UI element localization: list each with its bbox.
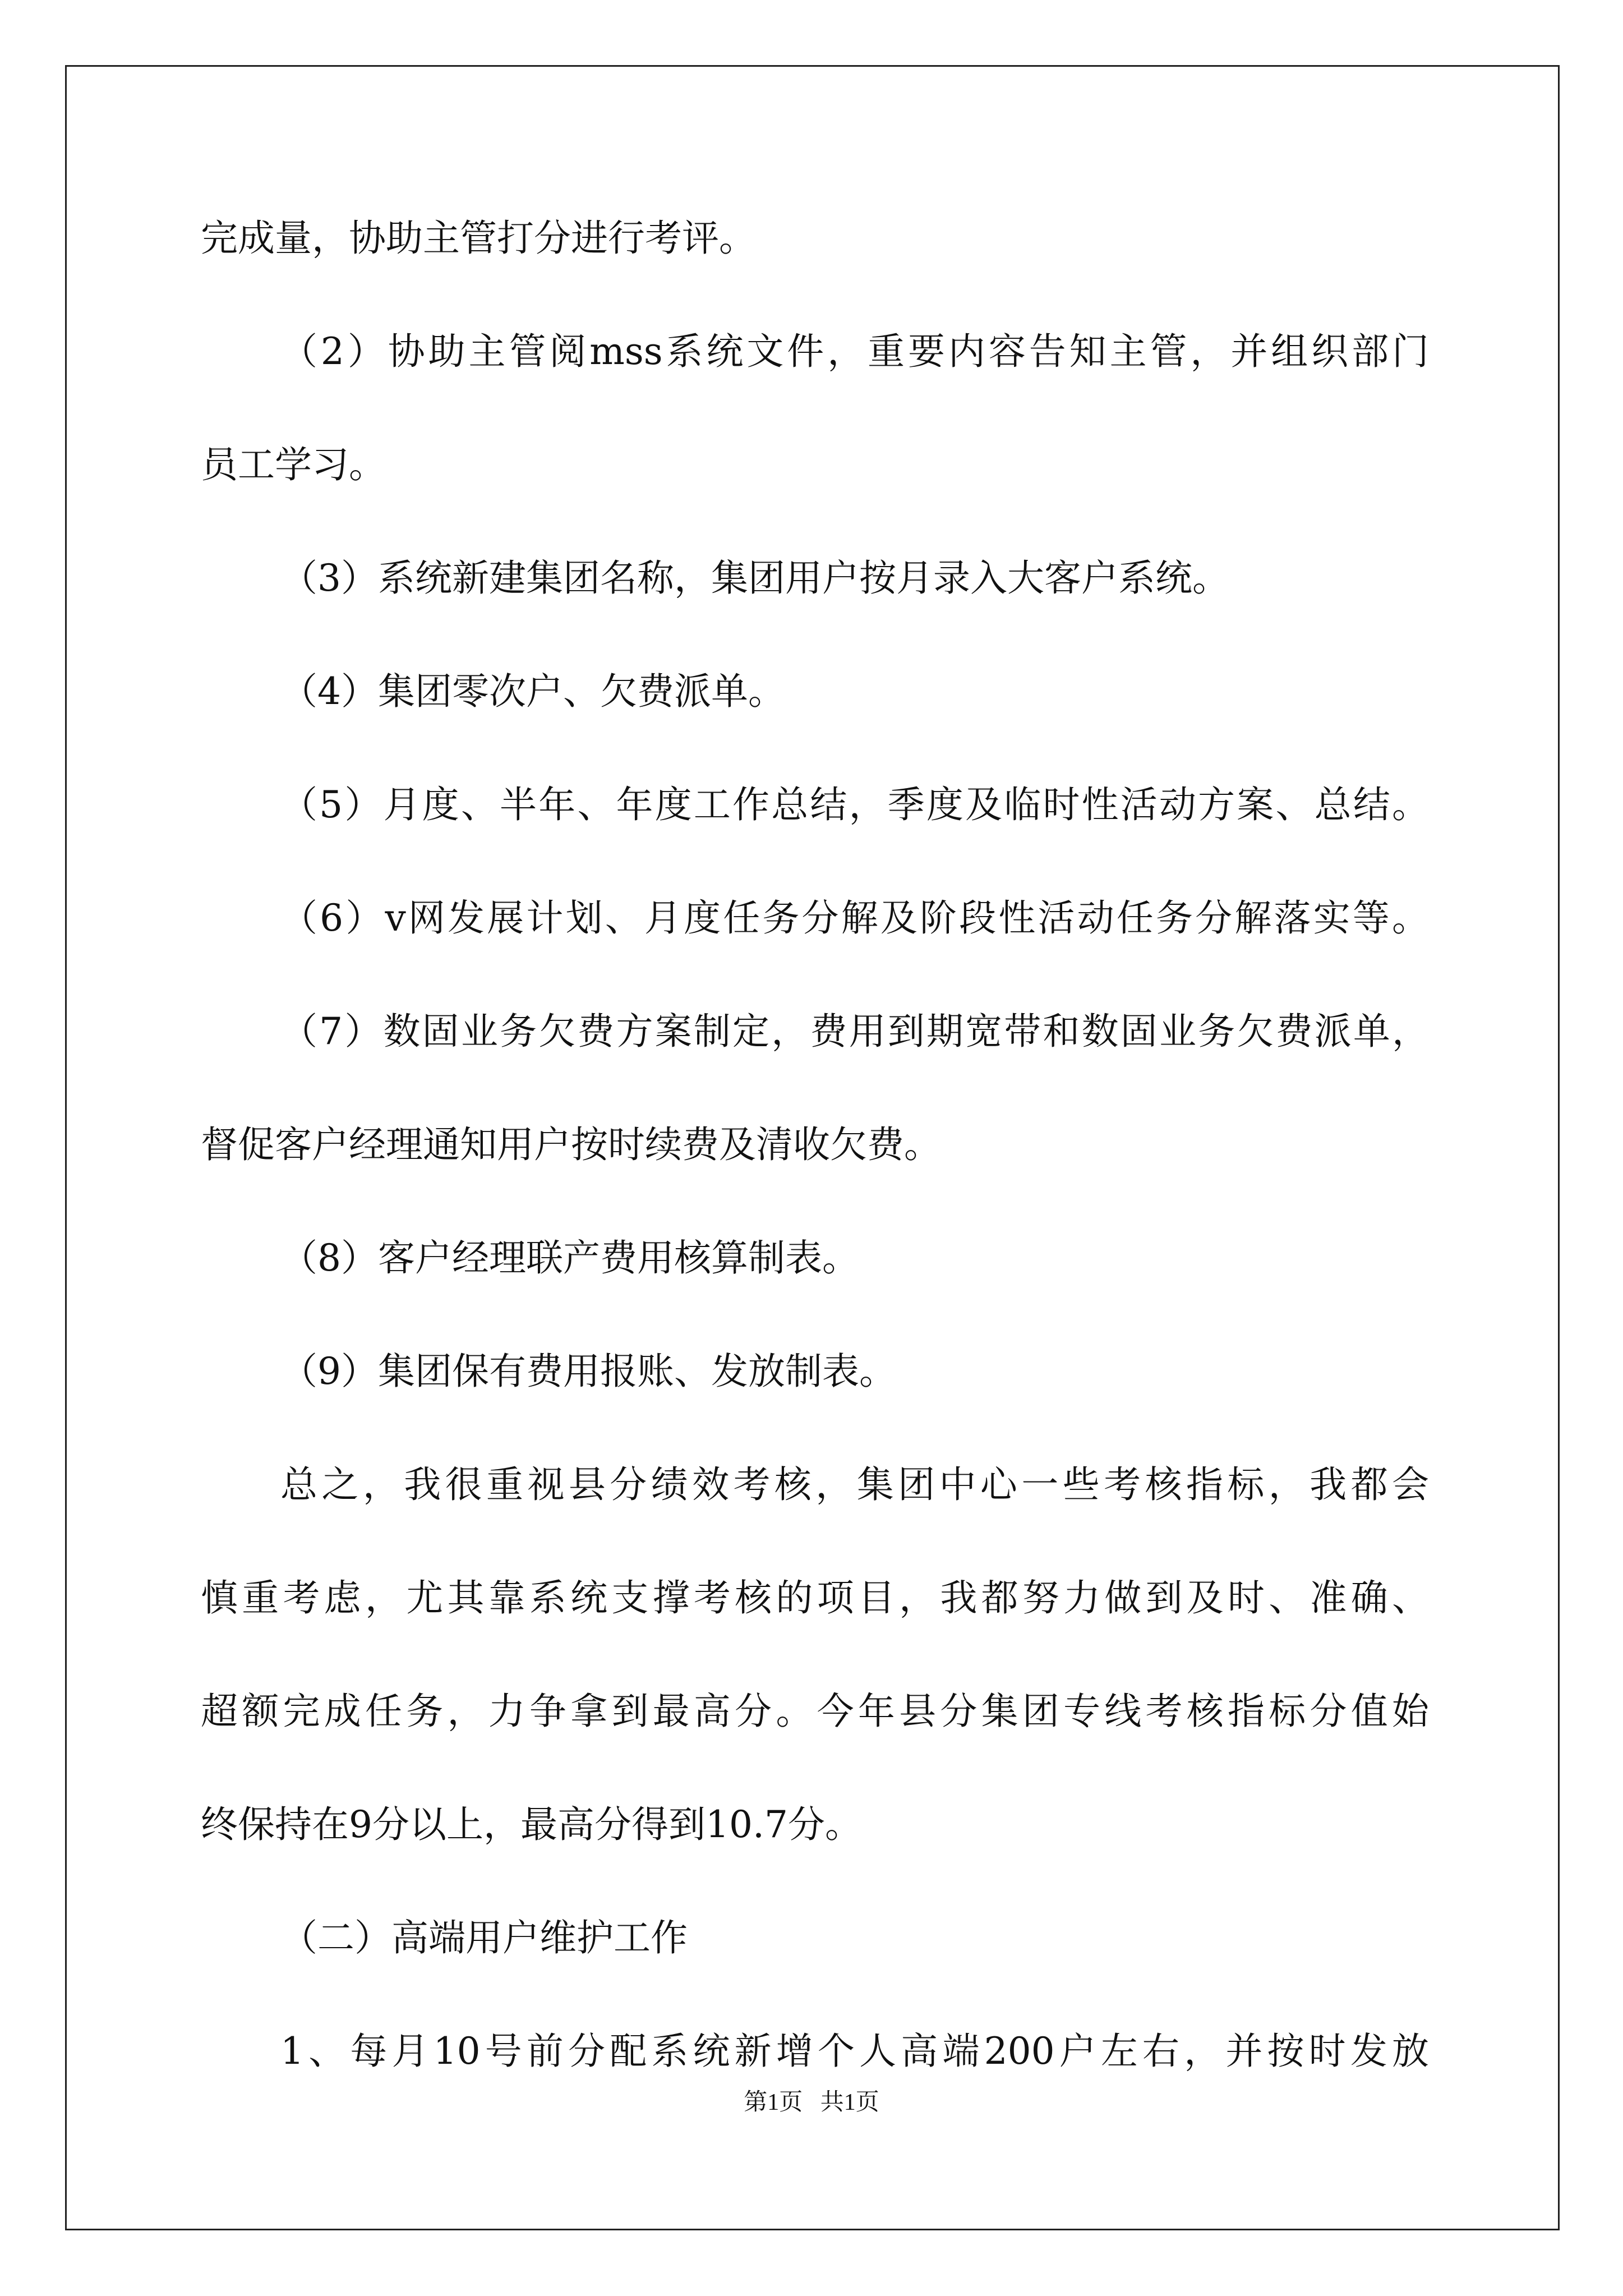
text-line: 1、每月10号前分配系统新增个人高端200户左右，并按时发放 [280, 2030, 1429, 2073]
text-line: （5）月度、半年、年度工作总结，季度及临时性活动方案、总结。 [280, 783, 1429, 826]
text-line: （9）集团保有费用报账、发放制表。 [280, 1350, 896, 1393]
text-line: 总之，我很重视县分绩效考核，集团中心一些考核指标，我都会 [280, 1463, 1429, 1506]
text-line: 超额完成任务，力争拿到最高分。今年县分集团专线考核指标分值始 [201, 1690, 1429, 1733]
text-line: （3）系统新建集团名称，集团用户按月录入大客户系统。 [280, 556, 1229, 600]
section-heading: （二）高端用户维护工作 [280, 1916, 688, 1959]
page-footer: 第1页 共1页 [744, 2090, 879, 2115]
text-line: 终保持在9分以上，最高分得到10.7分。 [201, 1803, 862, 1846]
text-line: （7）数固业务欠费方案制定，费用到期宽带和数固业务欠费派单， [280, 1010, 1429, 1053]
text-line: 督促客户经理通知用户按时续费及清收欠费。 [201, 1123, 941, 1166]
text-line: （6）v网发展计划、月度任务分解及阶段性活动任务分解落实等。 [280, 896, 1429, 940]
text-line: 员工学习。 [201, 443, 386, 486]
text-line: 完成量，协助主管打分进行考评。 [201, 217, 756, 260]
text-line: （4）集团零次户、欠费派单。 [280, 670, 785, 713]
text-line: （8）客户经理联产费用核算制表。 [280, 1236, 859, 1280]
text-line: 慎重考虑，尤其靠系统支撑考核的项目，我都努力做到及时、准确、 [201, 1576, 1429, 1619]
text-line: （2）协助主管阅mss系统文件，重要内容告知主管，并组织部门 [280, 330, 1429, 373]
